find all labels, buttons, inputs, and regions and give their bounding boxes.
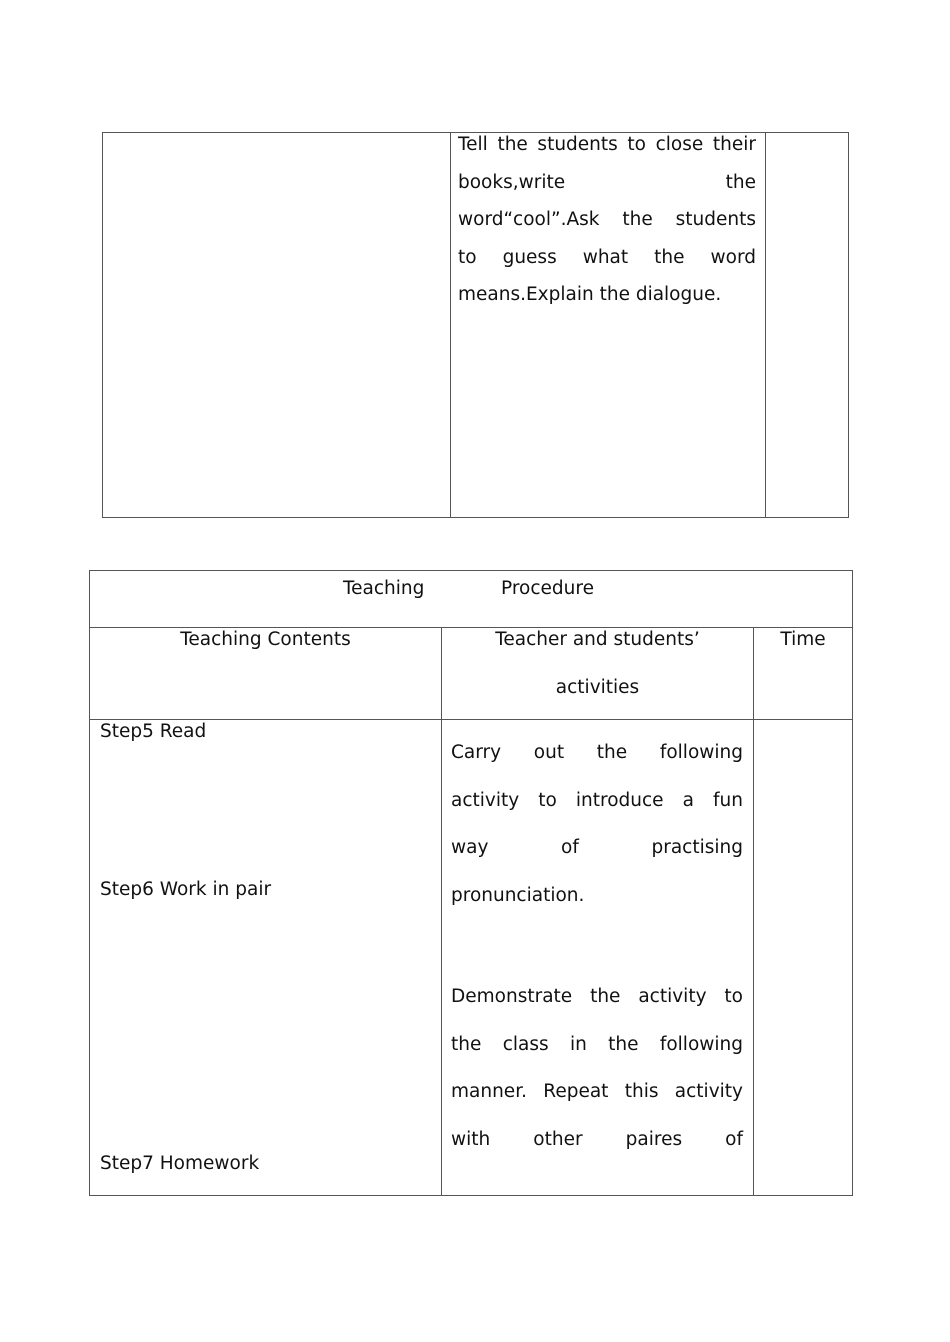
- procedure-title-right: Procedure: [501, 578, 594, 599]
- step-work-in-pair: Step6 Work in pair: [100, 879, 272, 900]
- column-divider: [765, 133, 766, 517]
- activity-line: Tell the students to close their: [458, 134, 756, 155]
- column-divider: [441, 627, 442, 1195]
- column-divider: [753, 627, 754, 1195]
- column-divider: [450, 133, 451, 517]
- activity-line: manner. Repeat this activity: [451, 1081, 743, 1103]
- activity-line: books,write the: [458, 171, 756, 193]
- activity-line: word“cool”.Ask the students: [458, 209, 756, 230]
- activity-line: Carry out the following: [451, 742, 743, 763]
- activity-line: way of practising: [451, 837, 743, 859]
- activity-line: Demonstrate the activity to: [451, 986, 743, 1007]
- row-divider: [90, 627, 852, 628]
- header-activities-line2: activities: [555, 677, 640, 698]
- activity-paragraph-1: [451, 729, 743, 919]
- activity-line: pronunciation.: [451, 884, 585, 906]
- activity-line: with other paires of: [451, 1128, 743, 1150]
- activity-line: means.Explain the dialogue.: [458, 284, 722, 305]
- procedure-title-left: Teaching: [343, 578, 425, 599]
- activity-line: to guess what the word: [458, 246, 756, 268]
- activity-paragraph-2: [451, 973, 743, 1163]
- activity-line: activity to introduce a fun: [451, 789, 743, 811]
- header-time: Time: [780, 629, 826, 650]
- step-read: Step5 Read: [100, 721, 207, 742]
- header-teaching-contents: Teaching Contents: [180, 629, 351, 650]
- activity-cell: [458, 126, 756, 314]
- row-divider: [90, 719, 852, 720]
- step-homework: Step7 Homework: [100, 1153, 260, 1174]
- activity-line: the class in the following: [451, 1033, 743, 1055]
- header-activities-line1: Teacher and students’: [495, 629, 700, 650]
